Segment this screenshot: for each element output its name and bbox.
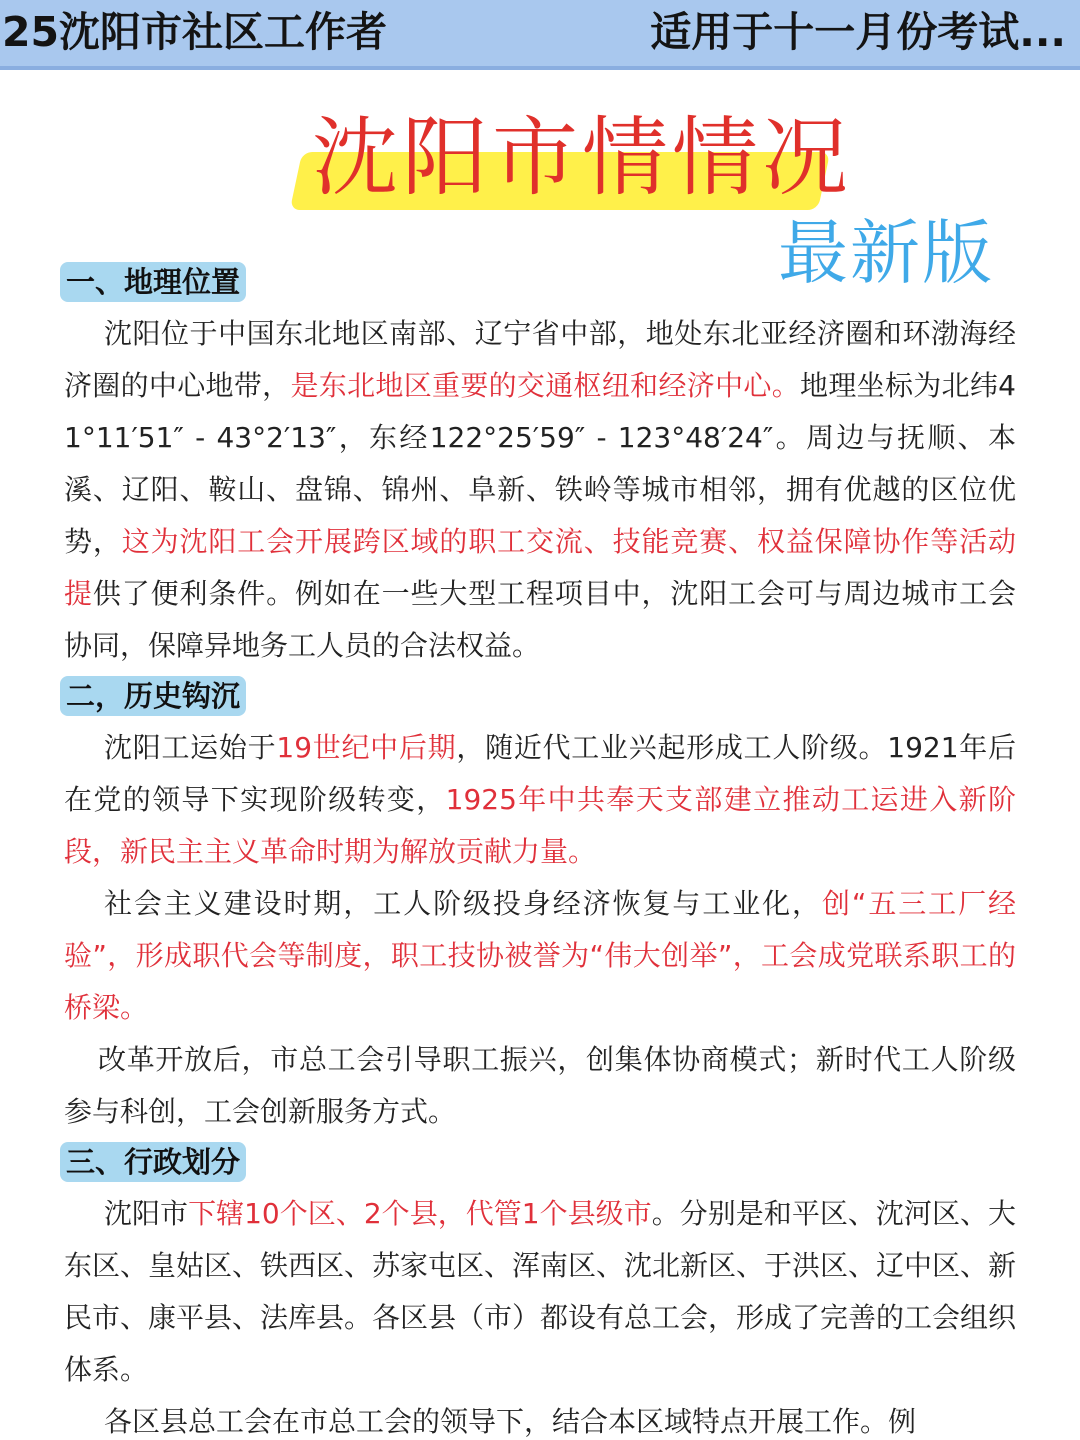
paragraph-administration: [64, 1188, 1016, 1396]
text-run: 。分别是和平区、沈河区、大东区、皇姑区、铁西区、苏家屯区、浑南区、沈北新区、于洪区、辽中区、新民市、康平县、法库县。各区县（市）都设有总工会，形成了完善的工会组织体系。: [64, 1197, 1017, 1386]
emphasis-text: 这为沈阳工会开展跨区域的职工交流、技能竞赛、权益保障协作等活动提: [64, 525, 1016, 610]
text-run: 沈阳位于中国东北地区南部、辽宁省中部，地处东北亚经济圈和环渤海经济圈的中心地带，: [64, 317, 1016, 402]
title-block: [296, 108, 852, 218]
banner-exam-note: 适用于十一月份考试...: [650, 8, 1066, 56]
section-heading-geography: 一、地理位置: [60, 262, 246, 302]
paragraph-geography: [64, 308, 1016, 672]
text-run: ，随近代工业兴起形成工人阶级。1921年后在党的领导下实现阶级转变，: [64, 731, 1016, 816]
text-run: 改革开放后，市总工会引导职工振兴，创集体协商模式；新时代工人阶级参与科创，工会创新服务方式。: [64, 1043, 1016, 1128]
emphasis-text: 创“五三工厂经验”，形成职代会等制度，职工技协被誉为“伟大创举”，工会成党联系职工的桥梁。: [64, 887, 1016, 1024]
banner-title: 25沈阳市社区工作者: [2, 8, 388, 56]
paragraph-administration-continued: [64, 1396, 1016, 1440]
emphasis-text: 19世纪中后期: [276, 731, 457, 764]
text-run: 沈阳工运始于: [104, 731, 277, 764]
emphasis-text: 下辖10个区、2个县，代管1个县级市: [188, 1197, 652, 1230]
text-run: 地理坐标为北纬41°11′51″ - 43°2′13″，东经122°25′59″ - 123°48′24″。周边与抚顺、本溪、辽阳、鞍山、盘锦、锦州、阜新、铁岭等城市相邻，拥有优越的区位优势，: [64, 369, 1016, 558]
text-run: 社会主义建设时期，工人阶级投身经济恢复与工业化，: [104, 887, 822, 920]
section-heading-history: 二，历史钩沉: [60, 676, 246, 716]
paragraph-history-reform: [64, 1034, 1016, 1138]
emphasis-text: 1925年中共奉天支部建立推动工运进入新阶段，新民主主义革命时期为解放贡献力量。: [64, 783, 1016, 868]
text-run: 各区县总工会在市总工会的领导下，结合本区域特点开展工作。例: [104, 1405, 917, 1438]
section-heading-administration: 三、行政划分: [60, 1142, 246, 1182]
text-run: 供了便利条件。例如在一些大型工程项目中，沈阳工会可与周边城市工会协同，保障异地务工人员的合法权益。: [64, 577, 1016, 662]
paragraph-history-socialist: [64, 878, 1016, 1034]
top-banner: [0, 0, 1080, 70]
page-title: 沈阳市情情况: [312, 108, 852, 208]
emphasis-text: 是东北地区重要的交通枢纽和经济中心。: [290, 369, 801, 402]
paragraph-history-origin: [64, 722, 1016, 878]
text-run: 沈阳市: [104, 1197, 189, 1230]
edition-label: 最新版: [778, 212, 994, 294]
